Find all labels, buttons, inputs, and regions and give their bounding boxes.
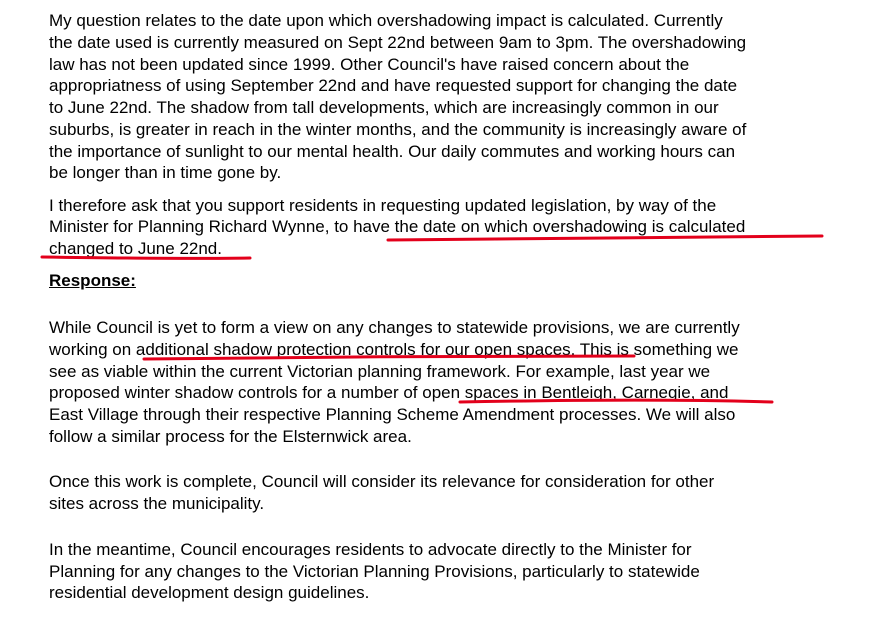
p1-line-4: appropriatness of using September 22nd and have requested support for changing the date (49, 76, 738, 95)
p1-line-6: suburbs, is greater in reach in the winter months, and the community is increasingly aware of (49, 120, 747, 139)
p2-line-1: I therefore ask that you support residents in requesting updated legislation, by way of the (49, 196, 717, 215)
response-heading: Response: (49, 271, 136, 290)
p3-line-6: follow a similar process for the Elsternwick area. (49, 427, 412, 446)
p3-line-5: East Village through their respective Planning Scheme Amendment processes. We will also (49, 405, 736, 424)
p3-line-4: proposed winter shadow controls for a number of open spaces in Bentleigh, Carnegie, and (49, 383, 729, 402)
p4-line-1: Once this work is complete, Council will consider its relevance for consideration for other (49, 472, 715, 491)
p3-line-3: see as viable within the current Victorian planning framework. For example, last year we (49, 362, 711, 381)
p1-line-5: to June 22nd. The shadow from tall developments, which are increasingly common in our (49, 98, 719, 117)
p5-line-1: In the meantime, Council encourages residents to advocate directly to the Minister for (49, 540, 692, 559)
p1-line-8: be longer than in time gone by. (49, 163, 282, 182)
p3-line-2: working on additional shadow protection controls for our open spaces. This is something we (49, 340, 739, 359)
p5-line-3: residential development design guidelines. (49, 583, 370, 602)
p3-line-1: While Council is yet to form a view on any changes to statewide provisions, we are currently (49, 318, 740, 337)
p1-line-3: law has not been updated since 1999. Other Council's have raised concern about the (49, 55, 690, 74)
p2-line-3: changed to June 22nd. (49, 239, 222, 258)
p1-line-2: the date used is currently measured on Sept 22nd between 9am to 3pm. The overshadowing (49, 33, 747, 52)
p1-line-7: the importance of sunlight to our mental health. Our daily commutes and working hours can (49, 142, 736, 161)
p1-line-1: My question relates to the date upon which overshadowing impact is calculated. Currently (49, 11, 723, 30)
p5-line-2: Planning for any changes to the Victorian Planning Provisions, particularly to statewide (49, 562, 700, 581)
p2-line-2: Minister for Planning Richard Wynne, to have the date on which overshadowing is calculated (49, 217, 746, 236)
p4-line-2: sites across the municipality. (49, 494, 265, 513)
